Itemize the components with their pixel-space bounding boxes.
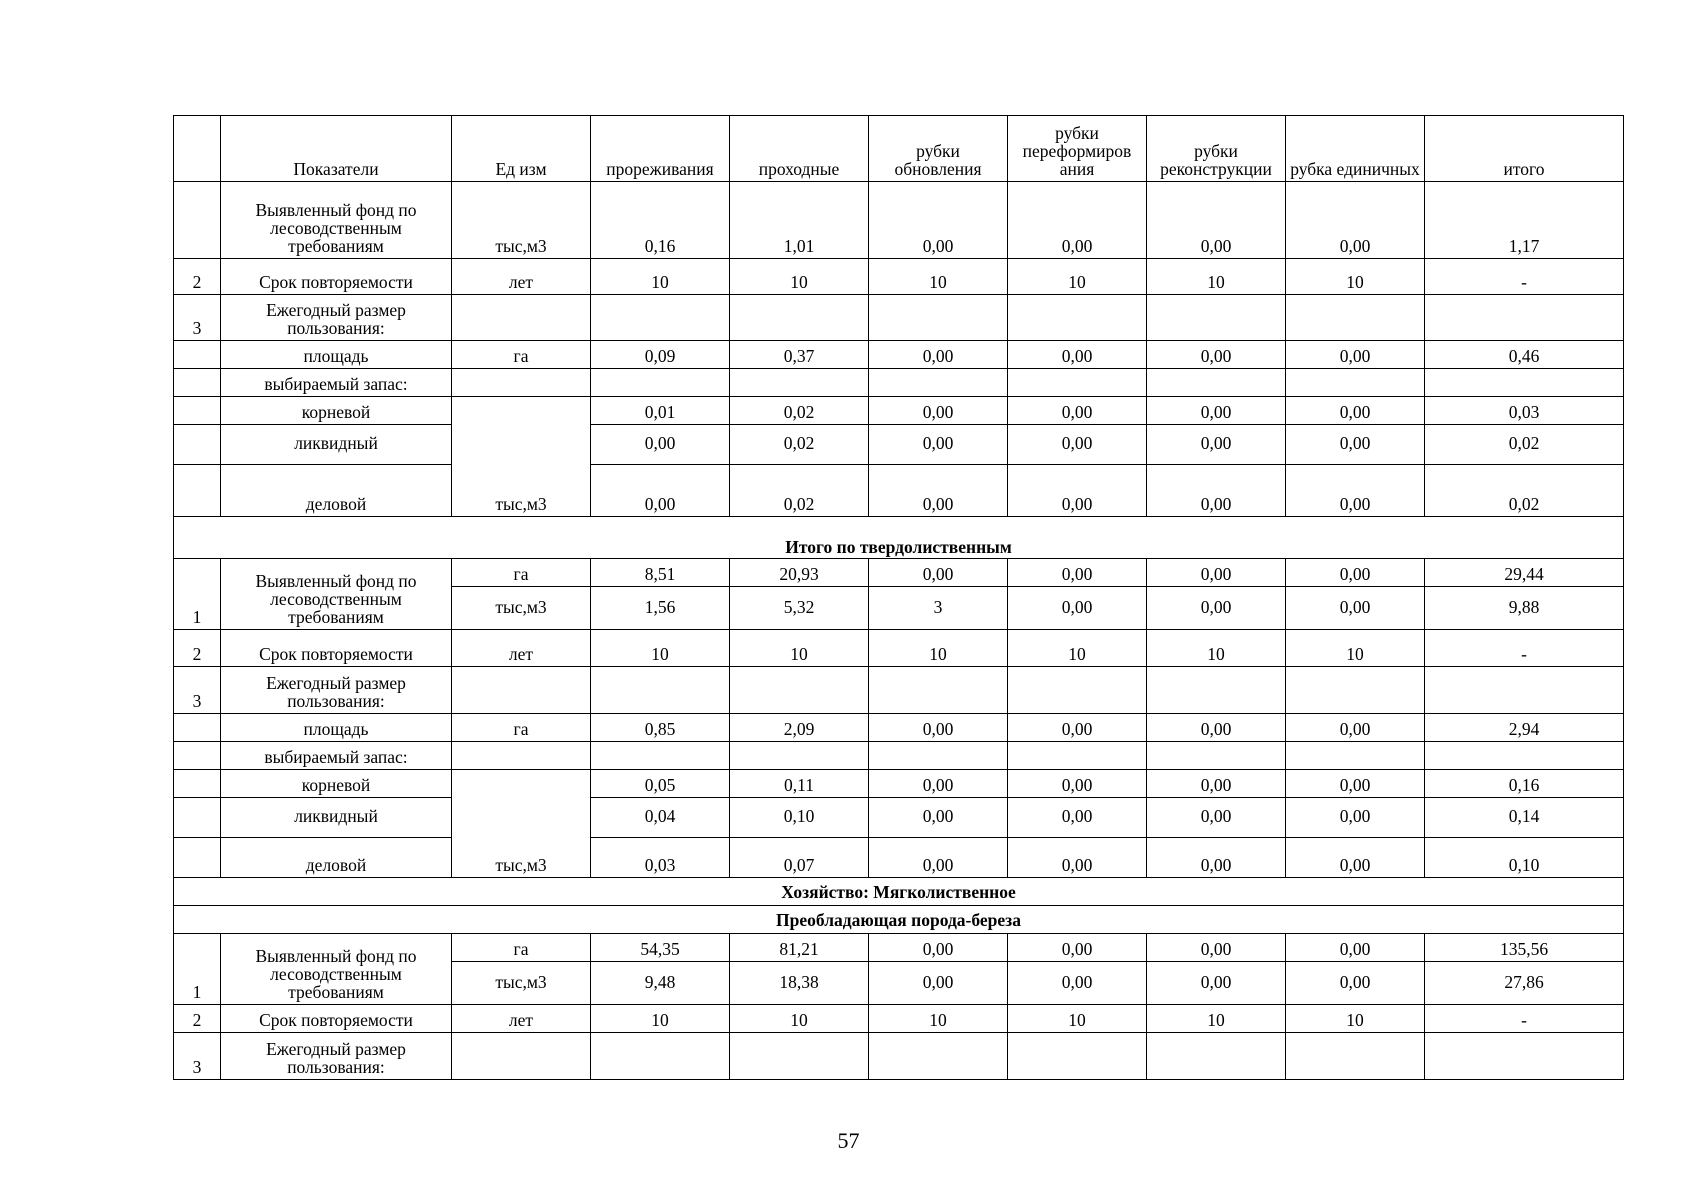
section-row	[174, 906, 1624, 934]
value-cell: 10	[1147, 1005, 1286, 1033]
value-cell: 0,00	[869, 559, 1008, 587]
value-cell: 5,32	[730, 587, 869, 630]
table-row	[174, 341, 1624, 369]
value-cell: 8,51	[591, 559, 730, 587]
value-cell: 0,03	[1425, 397, 1624, 425]
value-cell: 0,00	[1008, 397, 1147, 425]
value-cell	[1008, 742, 1147, 770]
value-cell: 0,00	[1147, 559, 1286, 587]
value-cell	[1147, 295, 1286, 341]
row-number-cell	[174, 182, 221, 259]
row-label: Ежегодный размер пользования:	[221, 295, 452, 341]
value-cell	[869, 1033, 1008, 1080]
value-cell: 0,00	[1286, 341, 1425, 369]
value-cell: 0,16	[591, 182, 730, 259]
value-cell: 0,00	[1286, 838, 1425, 878]
value-cell: 0,00	[1008, 798, 1147, 838]
value-cell: -	[1425, 630, 1624, 667]
table-row	[174, 369, 1624, 397]
value-cell: 0,00	[869, 425, 1008, 465]
value-cell: 0,00	[1147, 770, 1286, 798]
row-label: Выявленный фонд по лесоводственным требованиям	[221, 182, 452, 259]
value-cell	[1286, 369, 1425, 397]
row-number-cell	[174, 742, 221, 770]
row-number-cell	[174, 465, 221, 517]
value-cell: 9,48	[591, 962, 730, 1005]
value-cell: 0,85	[591, 714, 730, 742]
value-cell: 29,44	[1425, 559, 1624, 587]
value-cell: 81,21	[730, 934, 869, 962]
value-cell	[1008, 295, 1147, 341]
value-cell: 0,00	[1008, 341, 1147, 369]
value-cell: 0,10	[1425, 838, 1624, 878]
value-cell: 10	[869, 630, 1008, 667]
value-cell	[591, 369, 730, 397]
unit-cell: тыс,м3	[452, 962, 591, 1005]
value-cell: 0,46	[1425, 341, 1624, 369]
row-number-cell	[174, 397, 221, 425]
value-cell: -	[1425, 259, 1624, 295]
row-label: Срок повторяемости	[221, 630, 452, 667]
header-cell: рубки обновления	[869, 116, 1008, 182]
value-cell: 0,00	[1008, 559, 1147, 587]
value-cell	[730, 295, 869, 341]
row-number-cell: 3	[174, 295, 221, 341]
value-cell	[869, 742, 1008, 770]
value-cell: 0,00	[1008, 714, 1147, 742]
row-number-cell	[174, 369, 221, 397]
table-row	[174, 714, 1624, 742]
row-label: площадь	[221, 714, 452, 742]
table-row	[174, 559, 1624, 587]
value-cell	[1425, 295, 1624, 341]
value-cell: 0,02	[1425, 465, 1624, 517]
row-label: Срок повторяемости	[221, 259, 452, 295]
value-cell: 0,00	[1008, 587, 1147, 630]
unit-cell	[452, 667, 591, 714]
value-cell	[1147, 1033, 1286, 1080]
value-cell: 0,00	[869, 770, 1008, 798]
value-cell: 0,00	[1286, 559, 1425, 587]
row-number-cell: 3	[174, 1033, 221, 1080]
value-cell	[869, 295, 1008, 341]
table-row	[174, 397, 1624, 425]
unit-cell	[452, 1033, 591, 1080]
value-cell: 10	[1147, 630, 1286, 667]
value-cell	[1286, 742, 1425, 770]
value-cell: 0,00	[869, 341, 1008, 369]
row-label: Ежегодный размер пользования:	[221, 667, 452, 714]
value-cell: 0,00	[1147, 962, 1286, 1005]
value-cell: 10	[1008, 630, 1147, 667]
value-cell: 0,02	[1425, 425, 1624, 465]
row-number-cell: 2	[174, 1005, 221, 1033]
value-cell: 0,00	[1008, 934, 1147, 962]
row-number-cell: 1	[174, 559, 221, 630]
value-cell: 0,00	[1286, 934, 1425, 962]
header-cell	[174, 116, 221, 182]
value-cell	[730, 1033, 869, 1080]
table-row	[174, 1005, 1624, 1033]
row-number-cell	[174, 714, 221, 742]
value-cell	[1425, 667, 1624, 714]
row-number-cell	[174, 425, 221, 465]
value-cell: 0,09	[591, 341, 730, 369]
value-cell: 0,02	[730, 397, 869, 425]
row-label: ликвидный	[221, 798, 452, 838]
value-cell: 18,38	[730, 962, 869, 1005]
section-row	[174, 878, 1624, 906]
value-cell: 10	[1008, 1005, 1147, 1033]
value-cell: 0,00	[869, 838, 1008, 878]
row-number-cell	[174, 770, 221, 798]
row-label: Срок повторяемости	[221, 1005, 452, 1033]
value-cell	[591, 742, 730, 770]
table-row	[174, 667, 1624, 714]
table-row	[174, 934, 1624, 962]
value-cell: 0,10	[730, 798, 869, 838]
value-cell: 0,00	[1286, 397, 1425, 425]
value-cell: 0,01	[591, 397, 730, 425]
unit-cell: тыс,м3	[452, 182, 591, 259]
table-row	[174, 295, 1624, 341]
header-cell: итого	[1425, 116, 1624, 182]
value-cell: 0,00	[591, 465, 730, 517]
value-cell	[1425, 369, 1624, 397]
value-cell: 0,00	[1008, 425, 1147, 465]
value-cell	[869, 667, 1008, 714]
value-cell	[1008, 1033, 1147, 1080]
value-cell: 27,86	[1425, 962, 1624, 1005]
value-cell	[1147, 667, 1286, 714]
value-cell: 0,00	[1147, 397, 1286, 425]
value-cell: 10	[1008, 259, 1147, 295]
value-cell: 0,02	[730, 425, 869, 465]
value-cell: 0,16	[1425, 770, 1624, 798]
value-cell: 10	[1286, 630, 1425, 667]
value-cell: 2,09	[730, 714, 869, 742]
value-cell: 0,00	[1286, 425, 1425, 465]
value-cell	[1008, 667, 1147, 714]
value-cell: 2,94	[1425, 714, 1624, 742]
unit-cell: тыс,м3	[452, 770, 591, 878]
value-cell: 1,01	[730, 182, 869, 259]
value-cell: 0,00	[1286, 182, 1425, 259]
unit-cell	[452, 369, 591, 397]
forest-use-table	[173, 115, 1624, 1080]
value-cell: 0,00	[1147, 425, 1286, 465]
value-cell: -	[1425, 1005, 1624, 1033]
value-cell: 0,00	[1147, 934, 1286, 962]
value-cell: 0,00	[591, 425, 730, 465]
section-heading: Хозяйство: Мягколиственное	[174, 878, 1624, 906]
table-row	[174, 425, 1624, 465]
value-cell: 0,00	[1147, 182, 1286, 259]
value-cell: 0,00	[1147, 798, 1286, 838]
value-cell: 0,00	[869, 714, 1008, 742]
row-number-cell	[174, 838, 221, 878]
value-cell: 0,00	[1147, 341, 1286, 369]
table-row	[174, 630, 1624, 667]
value-cell	[1147, 742, 1286, 770]
value-cell: 10	[591, 630, 730, 667]
header-cell: рубки реконструкции	[1147, 116, 1286, 182]
header-cell: рубки переформиров ания	[1008, 116, 1147, 182]
table-row	[174, 798, 1624, 838]
unit-cell: га	[452, 341, 591, 369]
unit-cell: га	[452, 559, 591, 587]
table-row	[174, 465, 1624, 517]
value-cell: 0,00	[1008, 962, 1147, 1005]
unit-cell	[452, 742, 591, 770]
value-cell: 10	[1286, 259, 1425, 295]
value-cell: 10	[869, 259, 1008, 295]
value-cell	[591, 667, 730, 714]
value-cell: 1,56	[591, 587, 730, 630]
value-cell	[591, 1033, 730, 1080]
value-cell: 10	[591, 1005, 730, 1033]
value-cell: 0,00	[869, 465, 1008, 517]
table-row	[174, 182, 1624, 259]
row-label: выбираемый запас:	[221, 742, 452, 770]
value-cell: 0,07	[730, 838, 869, 878]
row-number-cell: 2	[174, 630, 221, 667]
value-cell: 135,56	[1425, 934, 1624, 962]
value-cell: 0,00	[1286, 798, 1425, 838]
row-label: корневой	[221, 770, 452, 798]
value-cell: 10	[1286, 1005, 1425, 1033]
row-number-cell	[174, 798, 221, 838]
section-heading: Итого по твердолиственным	[174, 517, 1624, 559]
value-cell: 0,02	[730, 465, 869, 517]
value-cell	[1286, 295, 1425, 341]
value-cell: 10	[869, 1005, 1008, 1033]
table-row	[174, 742, 1624, 770]
table-row	[174, 838, 1624, 878]
value-cell: 0,00	[1008, 770, 1147, 798]
value-cell: 0,00	[869, 182, 1008, 259]
row-number-cell: 1	[174, 934, 221, 1005]
header-cell: прореживания	[591, 116, 730, 182]
value-cell: 0,00	[1286, 962, 1425, 1005]
value-cell: 3	[869, 587, 1008, 630]
value-cell	[591, 295, 730, 341]
value-cell: 0,00	[869, 397, 1008, 425]
row-label: Ежегодный размер пользования:	[221, 1033, 452, 1080]
unit-cell: га	[452, 714, 591, 742]
value-cell: 54,35	[591, 934, 730, 962]
value-cell: 1,17	[1425, 182, 1624, 259]
value-cell: 0,00	[869, 962, 1008, 1005]
value-cell: 0,00	[1286, 714, 1425, 742]
value-cell	[730, 369, 869, 397]
value-cell: 0,05	[591, 770, 730, 798]
page-number: 57	[837, 1128, 860, 1153]
value-cell: 0,00	[1008, 465, 1147, 517]
row-number-cell: 2	[174, 259, 221, 295]
table-row	[174, 259, 1624, 295]
value-cell	[1286, 667, 1425, 714]
value-cell: 10	[591, 259, 730, 295]
value-cell: 0,04	[591, 798, 730, 838]
value-cell: 0,11	[730, 770, 869, 798]
row-label: Выявленный фонд по лесоводственным требованиям	[221, 559, 452, 630]
table-row	[174, 1033, 1624, 1080]
value-cell	[1425, 742, 1624, 770]
value-cell: 10	[730, 630, 869, 667]
table-row	[174, 770, 1624, 798]
value-cell: 0,00	[869, 934, 1008, 962]
value-cell: 0,00	[1286, 587, 1425, 630]
unit-cell: лет	[452, 259, 591, 295]
row-label: деловой	[221, 465, 452, 517]
row-label: деловой	[221, 838, 452, 878]
row-number-cell	[174, 341, 221, 369]
value-cell	[730, 742, 869, 770]
header-cell: Ед изм	[452, 116, 591, 182]
value-cell: 9,88	[1425, 587, 1624, 630]
unit-cell	[452, 295, 591, 341]
unit-cell: лет	[452, 630, 591, 667]
value-cell: 0,00	[1147, 838, 1286, 878]
value-cell: 0,00	[1286, 465, 1425, 517]
unit-cell: га	[452, 934, 591, 962]
value-cell	[869, 369, 1008, 397]
value-cell: 20,93	[730, 559, 869, 587]
header-cell: проходные	[730, 116, 869, 182]
value-cell: 0,00	[1147, 465, 1286, 517]
unit-cell: лет	[452, 1005, 591, 1033]
row-label: площадь	[221, 341, 452, 369]
value-cell	[730, 667, 869, 714]
row-label: ликвидный	[221, 425, 452, 465]
value-cell	[1147, 369, 1286, 397]
header-cell: Показатели	[221, 116, 452, 182]
value-cell: 10	[730, 259, 869, 295]
value-cell: 0,00	[1147, 714, 1286, 742]
unit-cell: тыс,м3	[452, 397, 591, 517]
value-cell	[1008, 369, 1147, 397]
value-cell: 0,14	[1425, 798, 1624, 838]
value-cell: 10	[730, 1005, 869, 1033]
row-label: корневой	[221, 397, 452, 425]
unit-cell: тыс,м3	[452, 587, 591, 630]
section-heading: Преобладающая порода-береза	[174, 906, 1624, 934]
header-row	[174, 116, 1624, 182]
value-cell: 0,00	[1147, 587, 1286, 630]
header-cell: рубка единичных	[1286, 116, 1425, 182]
value-cell	[1286, 1033, 1425, 1080]
value-cell: 0,00	[1008, 182, 1147, 259]
value-cell: 0,00	[869, 798, 1008, 838]
value-cell	[1425, 1033, 1624, 1080]
row-label: выбираемый запас:	[221, 369, 452, 397]
value-cell: 0,37	[730, 341, 869, 369]
value-cell: 0,03	[591, 838, 730, 878]
value-cell: 0,00	[1286, 770, 1425, 798]
row-label: Выявленный фонд по лесоводственным требованиям	[221, 934, 452, 1005]
row-number-cell: 3	[174, 667, 221, 714]
value-cell: 10	[1147, 259, 1286, 295]
value-cell: 0,00	[1008, 838, 1147, 878]
section-row	[174, 517, 1624, 559]
